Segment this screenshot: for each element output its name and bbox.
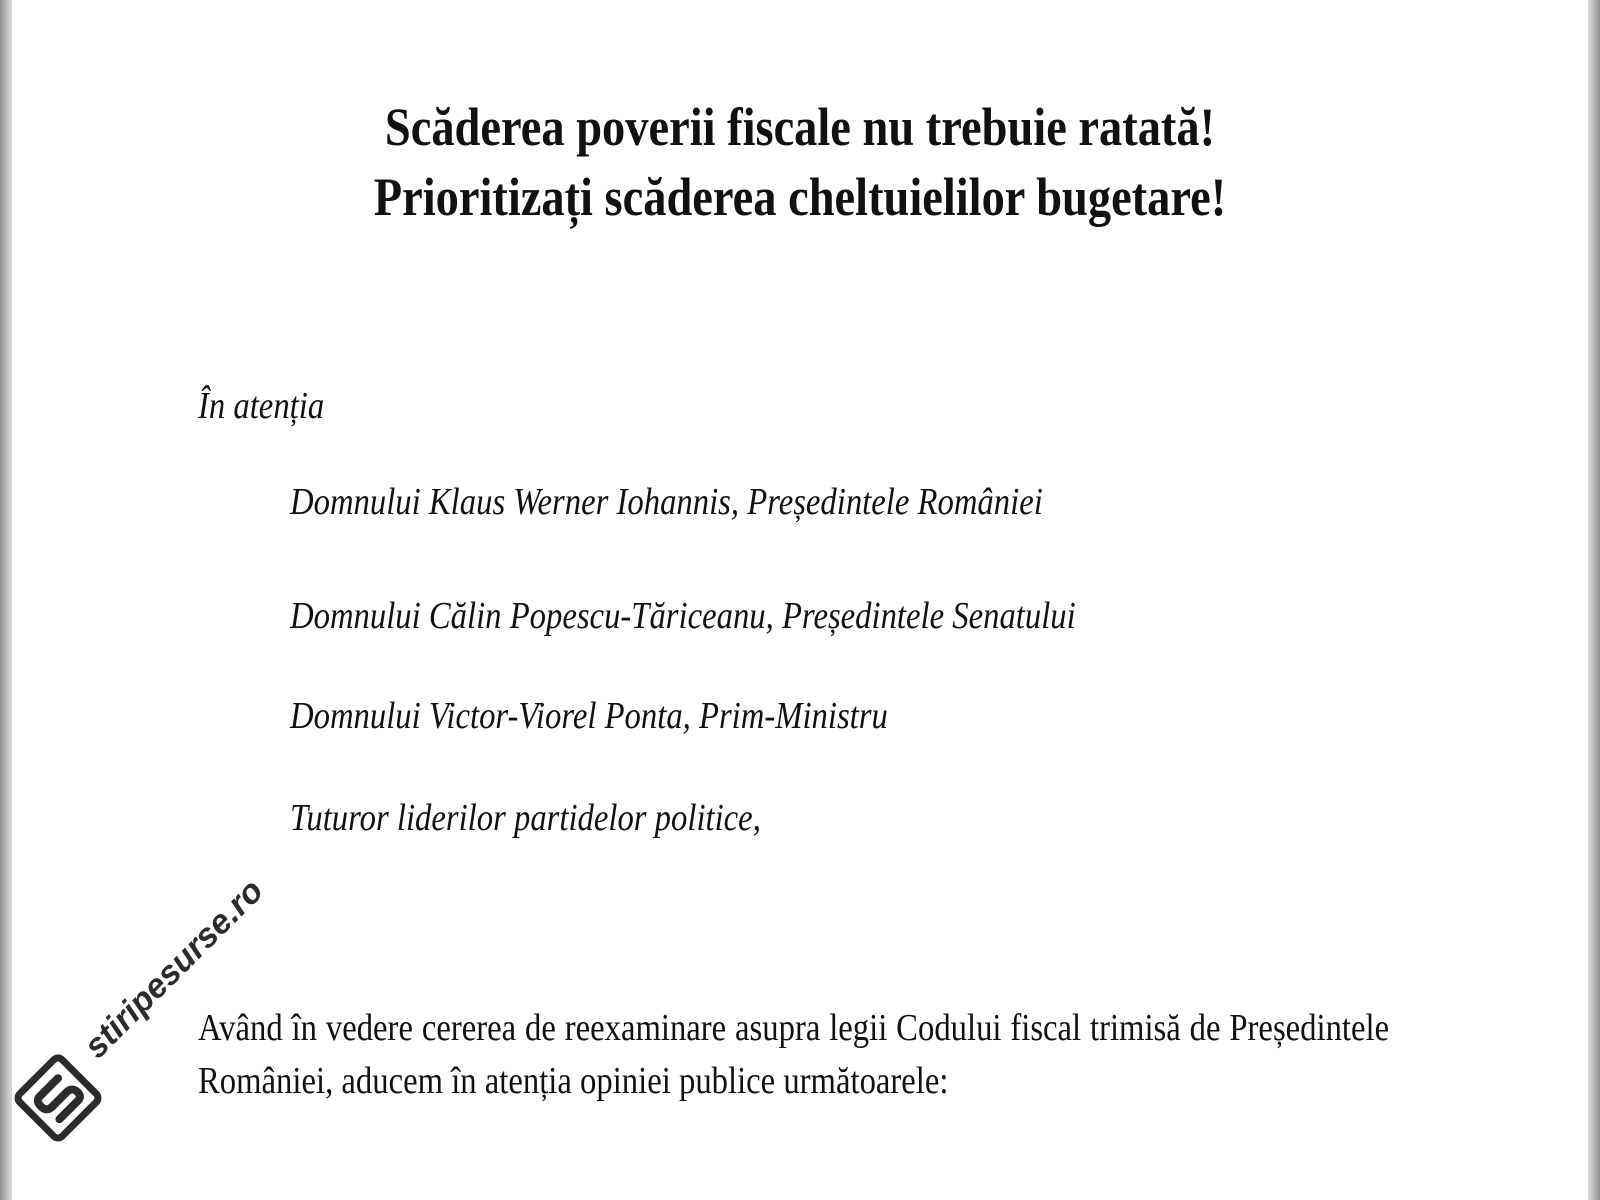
recipient-senate-president: Domnului Călin Popescu-Tăriceanu, Președintele Senatului	[290, 595, 1076, 637]
recipient-prime-minister: Domnului Victor-Viorel Ponta, Prim-Ministru	[290, 695, 888, 737]
body-paragraph: Având în vedere cererea de reexaminare asupra legii Codului fiscal trimisă de Președintele României, aducem în atenția opiniei publice următoarele:	[198, 1007, 1390, 1102]
title-line-1: Scăderea poverii fiscale nu trebuie ratată!	[384, 97, 1216, 157]
recipient-party-leaders: Tuturor liderilor partidelor politice,	[290, 797, 761, 839]
recipient-president: Domnului Klaus Werner Iohannis, Președintele României	[290, 481, 1043, 523]
document-title	[122, 92, 1477, 232]
viewer-frame-left-edge	[0, 0, 12, 1200]
title-line-2: Prioritizați scăderea cheltuielilor bugetare!	[373, 167, 1227, 227]
attention-label: În atenția	[198, 385, 325, 427]
viewer-frame-right-edge	[1588, 0, 1600, 1200]
document-page	[12, 0, 1588, 1200]
watermark-text: stiripesurse.ro	[76, 871, 271, 1066]
